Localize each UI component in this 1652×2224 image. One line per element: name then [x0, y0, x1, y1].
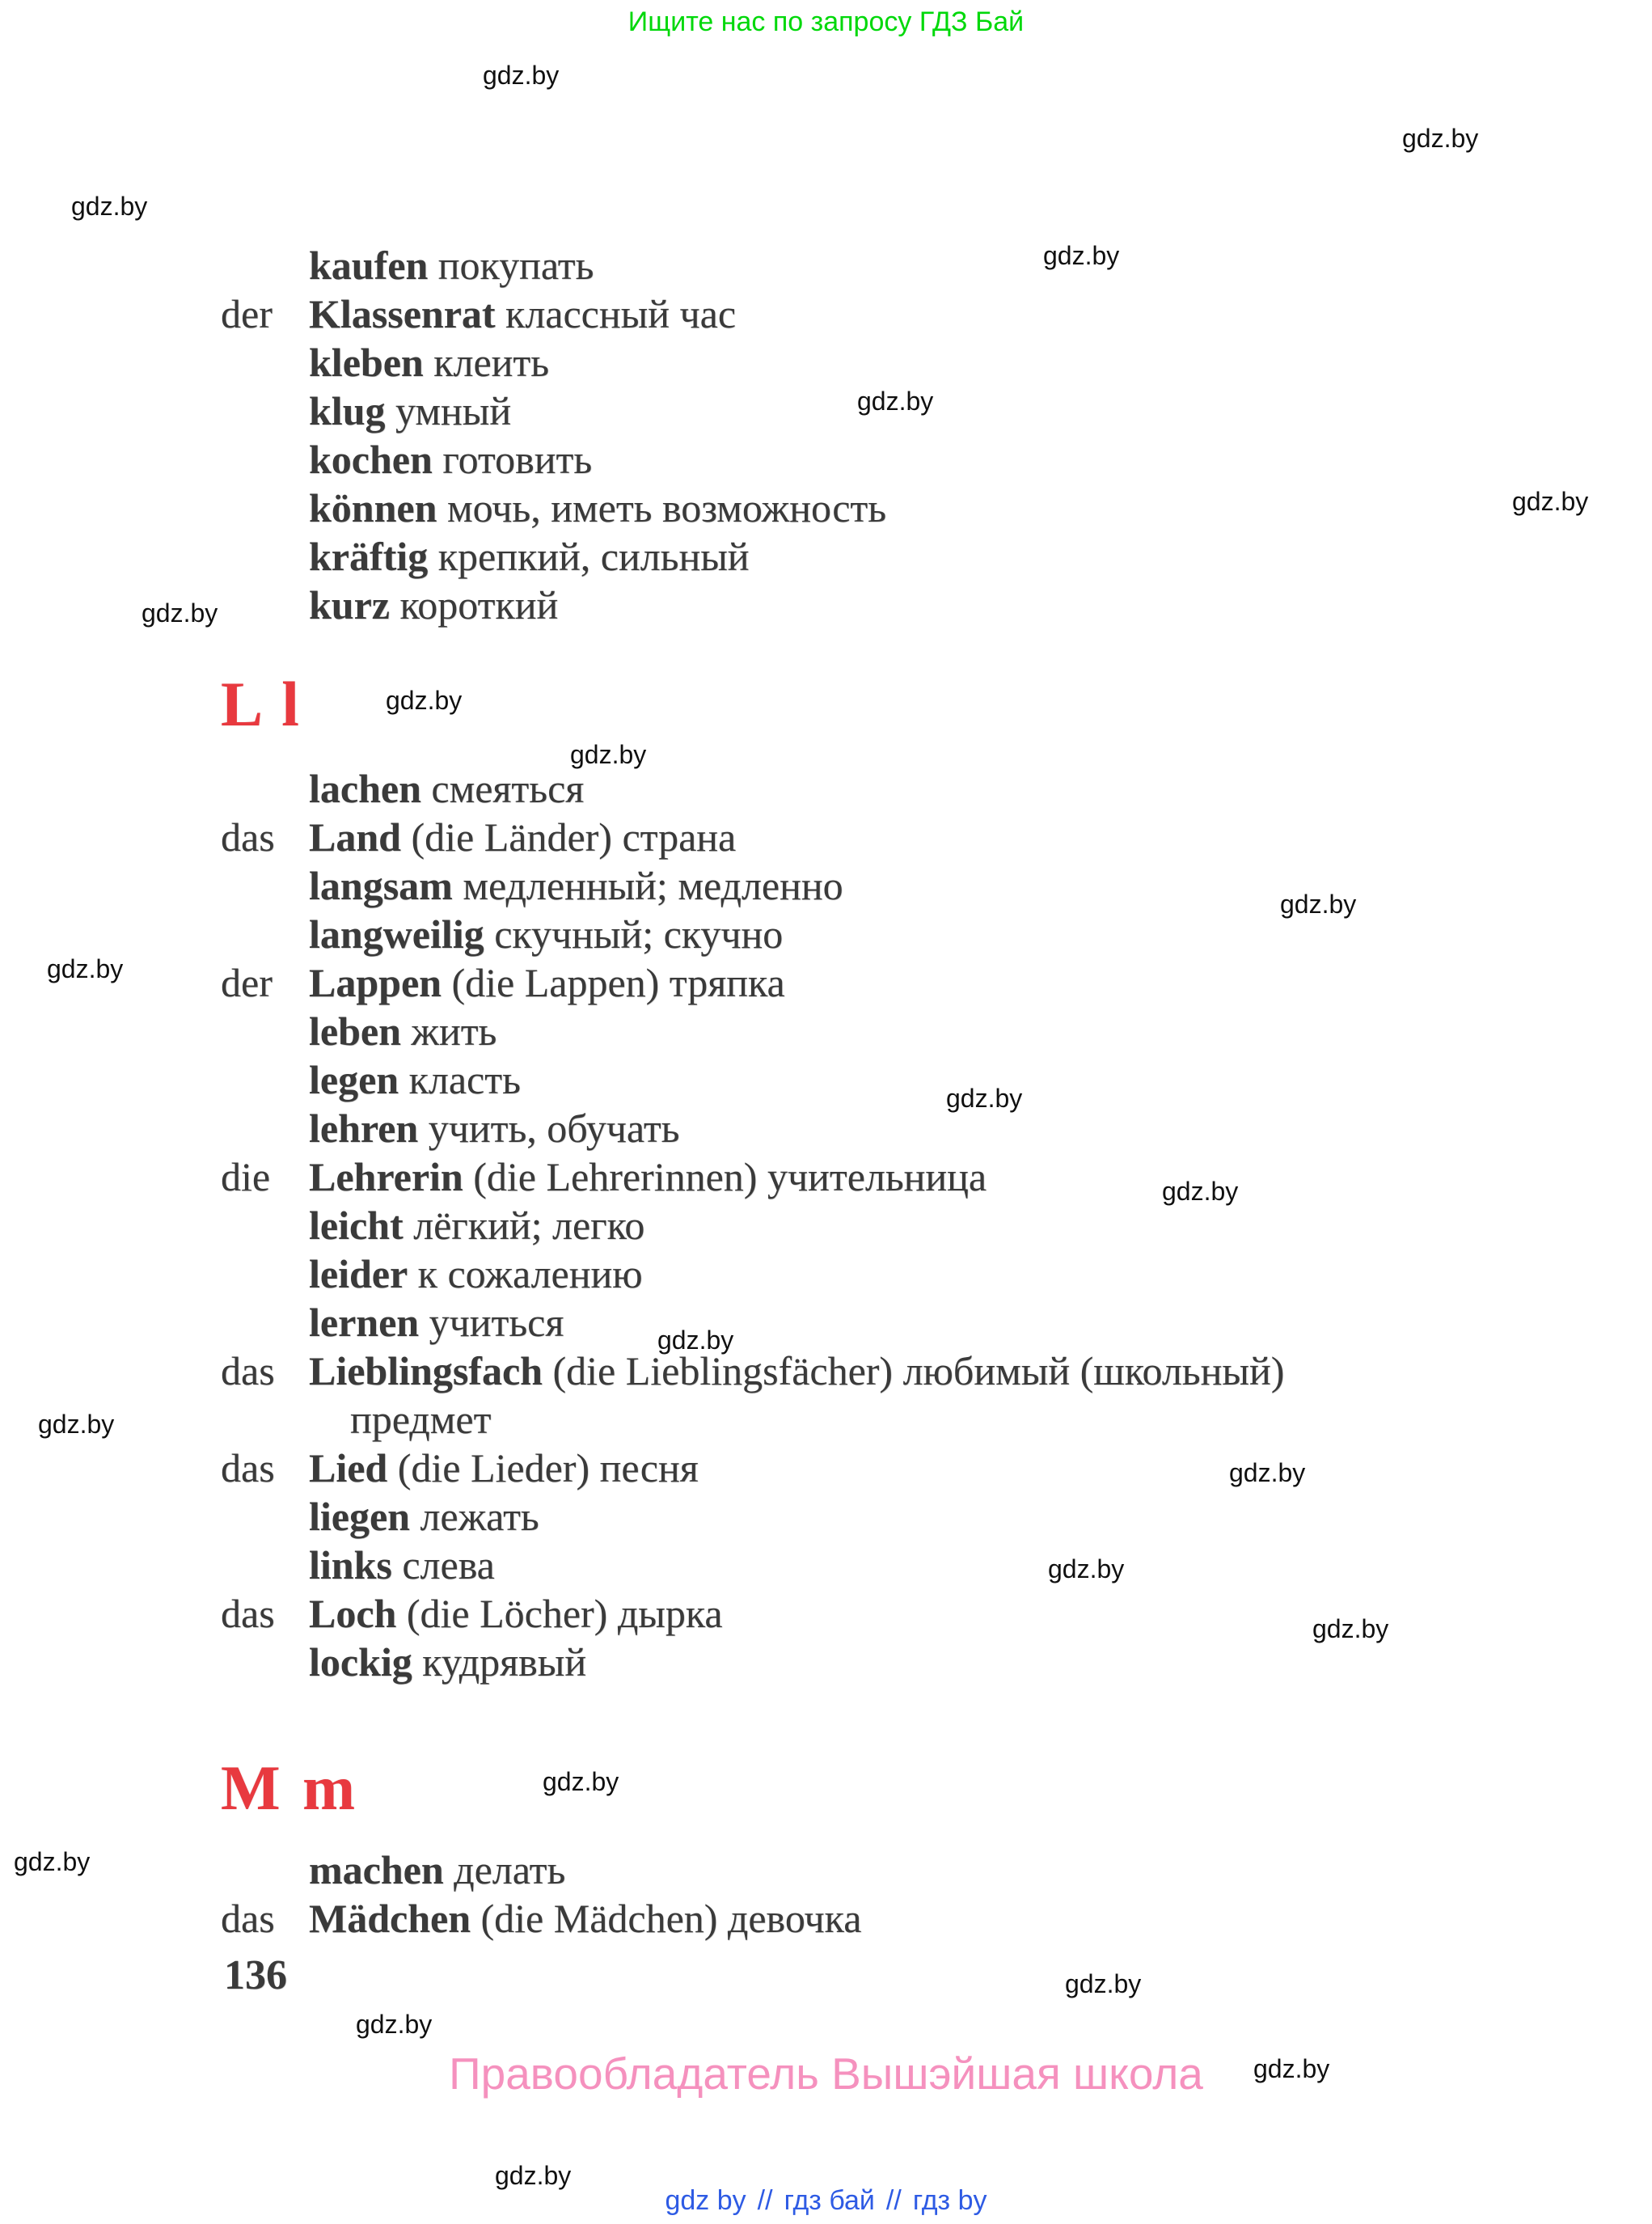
entry-headword: Lieblingsfach: [309, 1348, 543, 1393]
entry-continuation: предмет: [350, 1397, 492, 1442]
gdz-watermark: gdz.by: [47, 954, 124, 983]
dictionary-entry: [0, 1251, 1652, 1302]
entry-body: [309, 1639, 587, 1685]
entry-headword: kurz: [309, 582, 390, 628]
gdz-watermark: gdz.by: [14, 1847, 91, 1876]
entry-headword: langsam: [309, 863, 453, 908]
entry-translation: тряпка: [669, 960, 785, 1005]
entry-plural: (die Lehrerinnen): [473, 1154, 758, 1199]
entry-translation: крепкий, сильный: [437, 534, 750, 579]
gdz-watermark: gdz.by: [386, 686, 463, 715]
dictionary-entry: [0, 911, 1652, 962]
entry-translation: покупать: [437, 243, 594, 288]
dictionary-entry: [0, 865, 1652, 914]
entry-plural: (die Mädchen): [480, 1896, 718, 1941]
entry-body: [309, 1008, 497, 1054]
entry-headword: klug: [309, 388, 386, 433]
entry-body: [309, 243, 594, 288]
dictionary-entry: [0, 245, 1652, 294]
gdz-watermark: gdz.by: [1043, 241, 1120, 270]
dictionary-entry: [0, 1302, 1652, 1351]
entry-headword: Mädchen: [309, 1896, 471, 1941]
entry-headword: links: [309, 1542, 392, 1588]
entry-body: [309, 1251, 643, 1296]
entry-body: [309, 291, 737, 336]
entry-headword: Land: [309, 814, 401, 860]
dictionary-entry: [0, 768, 1652, 817]
entry-headword: Lappen: [309, 960, 442, 1005]
section-header: L l: [221, 669, 299, 739]
entry-body: [309, 1348, 1285, 1393]
entry-headword: lockig: [309, 1639, 412, 1685]
entry-translation: любимый (школьный): [902, 1348, 1285, 1393]
entry-translation: учиться: [429, 1300, 564, 1345]
dictionary-entry: [0, 485, 1652, 536]
dictionary-entry: [0, 1639, 1652, 1690]
dictionary-entry: [0, 1205, 1652, 1254]
gdz-watermark: gdz.by: [570, 740, 647, 769]
entry-headword: lernen: [309, 1300, 420, 1345]
entry-plural: (die Lieblingsfächer): [552, 1348, 894, 1393]
entry-translation: жить: [411, 1008, 497, 1054]
entry-body: [309, 1059, 521, 1100]
footer-separator: //: [885, 2185, 902, 2216]
entry-headword: langweilig: [309, 911, 484, 957]
gdz-watermark: gdz.by: [1229, 1458, 1306, 1487]
gdz-watermark: gdz.by: [71, 192, 148, 221]
entry-body: [309, 911, 784, 957]
dictionary-entry: [0, 1898, 1652, 1947]
entry-translation: учить, обучать: [428, 1106, 680, 1151]
dictionary-entry-continuation: [0, 1399, 1652, 1448]
dictionary-entry: [0, 1156, 1652, 1205]
entry-translation: мочь, иметь возможность: [446, 485, 887, 531]
gdz-watermark: gdz.by: [1162, 1177, 1239, 1206]
entry-translation: умный: [395, 388, 512, 433]
entry-translation: готовить: [442, 437, 593, 482]
entry-body: [309, 1847, 566, 1892]
gdz-watermark: gdz.by: [356, 2010, 433, 2039]
dictionary-entry: [0, 1542, 1652, 1593]
entry-plural: (die Länder): [411, 814, 612, 860]
gdz-watermark: gdz.by: [1253, 2054, 1330, 2083]
dictionary-entry: [0, 439, 1652, 488]
entry-body: [309, 1898, 861, 1939]
entry-translation: скучный; скучно: [494, 911, 784, 957]
entry-body: [309, 1445, 699, 1490]
dictionary-entry: [0, 962, 1652, 1011]
section-header: M m: [221, 1753, 356, 1823]
entry-article: das: [221, 1348, 275, 1393]
dictionary-entry: [0, 1108, 1652, 1156]
entry-plural: (die Lieder): [397, 1445, 590, 1490]
page-number: 136: [224, 1952, 287, 1998]
gdz-watermark: gdz.by: [543, 1767, 619, 1796]
entry-body: [309, 439, 592, 480]
entry-article: das: [221, 1445, 275, 1490]
entry-body: [309, 962, 785, 1003]
entry-headword: kleben: [309, 340, 424, 385]
entry-headword: leider: [309, 1251, 408, 1296]
entry-body: [309, 768, 584, 809]
gdz-watermark: gdz.by: [657, 1326, 734, 1355]
dictionary-entry: [0, 536, 1652, 585]
entry-headword: kochen: [309, 437, 433, 482]
entry-body: [309, 582, 559, 628]
dictionary-entry: [0, 388, 1652, 439]
gdz-watermark: gdz.by: [1312, 1614, 1389, 1643]
gdz-watermark: gdz.by: [857, 387, 934, 416]
entry-headword: leicht: [309, 1203, 403, 1248]
dictionary-entry: [0, 582, 1652, 633]
entry-body: [309, 1203, 645, 1248]
entry-body: [309, 1496, 539, 1537]
gdz-watermark: gdz.by: [1280, 890, 1357, 919]
entry-headword: Lehrerin: [309, 1154, 463, 1199]
gdz-watermark: gdz.by: [38, 1410, 115, 1439]
dictionary-entry: [0, 1496, 1652, 1545]
entry-headword: liegen: [309, 1494, 410, 1539]
footer-links: [0, 2185, 1652, 2217]
entry-translation: дырка: [617, 1591, 723, 1636]
entry-article: das: [221, 1896, 275, 1941]
entry-body: [309, 814, 737, 860]
entry-translation: к сожалению: [417, 1251, 643, 1296]
entry-body: [309, 1542, 495, 1588]
entry-translation: классный час: [505, 291, 737, 336]
entry-body: [309, 865, 843, 906]
entry-body: [309, 342, 549, 383]
entry-translation: песня: [599, 1445, 699, 1490]
footer-link[interactable]: гдз бай: [784, 2185, 875, 2216]
entry-article: der: [221, 291, 273, 336]
entry-body: [309, 388, 512, 433]
entry-headword: Klassenrat: [309, 291, 496, 336]
entry-article: das: [221, 814, 275, 860]
entry-translation: девочка: [727, 1896, 862, 1941]
gdz-watermark: gdz.by: [142, 598, 218, 628]
copyright-text: Правообладатель Вышэйшая школа: [449, 2049, 1203, 2099]
entry-translation: клеить: [433, 340, 550, 385]
entry-translation: кудрявый: [422, 1639, 587, 1685]
entry-translation: делать: [454, 1847, 566, 1892]
entry-article: der: [221, 960, 273, 1005]
entry-translation: медленный; медленно: [463, 863, 843, 908]
entry-body: [309, 485, 887, 531]
entry-body: [309, 1300, 564, 1345]
entry-translation: класть: [408, 1057, 521, 1102]
entry-headword: Lied: [309, 1445, 388, 1490]
gdz-watermark: gdz.by: [1048, 1554, 1125, 1583]
promo-banner-text: Ищите нас по запросу ГДЗ Бай: [627, 6, 1025, 37]
entry-headword: leben: [309, 1008, 401, 1054]
entry-headword: können: [309, 485, 437, 531]
entry-translation: смеяться: [431, 766, 585, 811]
entry-translation: учительница: [767, 1154, 987, 1199]
gdz-watermark: gdz.by: [1512, 487, 1589, 516]
entry-headword: legen: [309, 1057, 399, 1102]
footer-link[interactable]: gdz by: [665, 2185, 746, 2216]
entry-translation: лежать: [420, 1494, 539, 1539]
dictionary-entry: [0, 1593, 1652, 1642]
dictionary-entry: [0, 1348, 1652, 1399]
entry-plural: (die Löcher): [406, 1591, 608, 1636]
dictionary-entry: [0, 1847, 1652, 1898]
footer-separator: //: [757, 2185, 773, 2216]
dictionary-entry: [0, 342, 1652, 391]
entry-body: [309, 536, 750, 577]
entry-article: das: [221, 1591, 275, 1636]
gdz-watermark: gdz.by: [1402, 124, 1479, 153]
entry-article: die: [221, 1154, 271, 1199]
gdz-watermark: gdz.by: [946, 1084, 1023, 1113]
entry-headword: machen: [309, 1847, 444, 1892]
footer-link[interactable]: гдз by: [912, 2185, 987, 2216]
gdz-watermark: gdz.by: [495, 2161, 572, 2190]
dictionary-entry: [0, 291, 1652, 342]
entry-translation: слева: [402, 1542, 495, 1588]
gdz-watermark: gdz.by: [1065, 1969, 1142, 1998]
entry-headword: lachen: [309, 766, 421, 811]
dictionary-entry: [0, 1059, 1652, 1108]
entry-headword: kräftig: [309, 534, 429, 579]
entry-headword: kaufen: [309, 243, 429, 288]
entry-body: [309, 1106, 680, 1151]
entry-translation: лёгкий; легко: [413, 1203, 645, 1248]
entry-body: [309, 1156, 987, 1197]
entry-translation: короткий: [399, 582, 559, 628]
dictionary-entry: [0, 814, 1652, 865]
dictionary-entry: [0, 1445, 1652, 1496]
entry-headword: lehren: [309, 1106, 419, 1151]
entry-body: [309, 1593, 723, 1634]
entry-translation: страна: [622, 814, 737, 860]
dictionary-entry: [0, 1008, 1652, 1059]
entry-plural: (die Lappen): [451, 960, 660, 1005]
entry-headword: Loch: [309, 1591, 397, 1636]
gdz-watermark: gdz.by: [483, 61, 560, 90]
